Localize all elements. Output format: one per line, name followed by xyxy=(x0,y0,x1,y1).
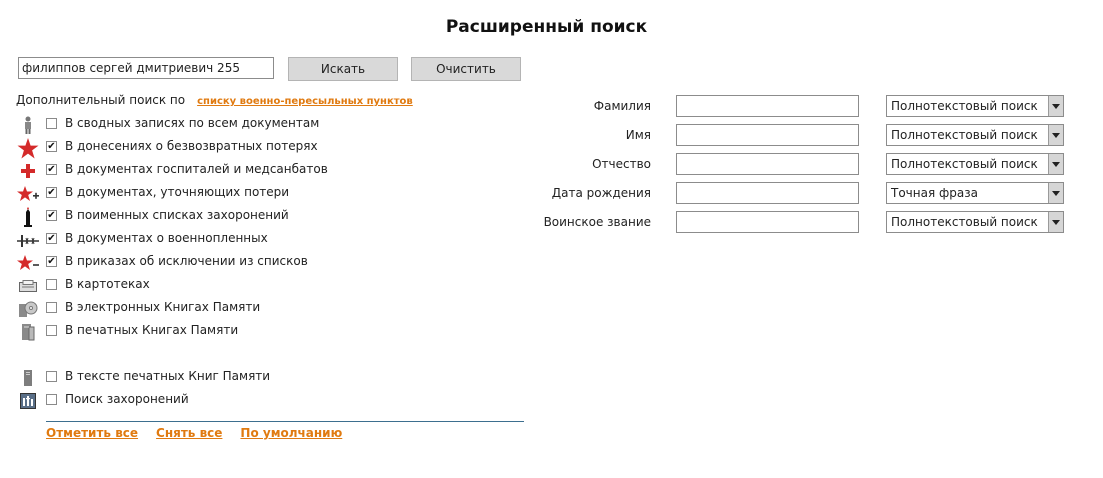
patronymic-label: Отчество xyxy=(592,157,651,171)
page-title: Расширенный поиск xyxy=(445,17,648,37)
birth-date-mode-value: Точная фраза xyxy=(891,186,978,200)
option-label: В сводных записях по всем документам xyxy=(65,116,320,130)
chevron-down-icon xyxy=(1048,212,1063,232)
option-label: В документах, уточняющих потери xyxy=(65,185,290,199)
option-checkbox[interactable] xyxy=(46,371,57,382)
birth-date-mode-select[interactable] xyxy=(886,182,1064,204)
chevron-down-icon xyxy=(1048,96,1063,116)
option-label: В приказах об исключении из списков xyxy=(65,254,308,268)
patronymic-input[interactable] xyxy=(676,153,859,175)
option-label: В документах о военнопленных xyxy=(65,231,268,245)
patronymic-mode-select[interactable] xyxy=(886,153,1064,175)
option-label: В тексте печатных Книг Памяти xyxy=(65,369,271,383)
barbed-wire-icon xyxy=(16,230,40,250)
option-label: В картотеках xyxy=(65,277,150,291)
first-name-input[interactable] xyxy=(676,124,859,146)
option-checkbox[interactable] xyxy=(46,325,57,336)
first-name-label: Имя xyxy=(625,128,651,142)
patronymic-mode-value: Полнотекстовый поиск xyxy=(891,157,1038,171)
obelisk-icon xyxy=(16,207,40,227)
rank-mode-select[interactable] xyxy=(886,211,1064,233)
divider xyxy=(46,421,524,422)
rank-input[interactable] xyxy=(676,211,859,233)
option-checkbox[interactable]: ✔ xyxy=(47,140,56,152)
default-link[interactable]: По умолчанию xyxy=(240,426,343,440)
option-checkbox[interactable]: ✔ xyxy=(47,163,56,175)
option-checkbox[interactable] xyxy=(46,394,57,405)
option-label: Поиск захоронений xyxy=(65,392,189,406)
chevron-down-icon xyxy=(1048,183,1063,203)
option-checkbox[interactable]: ✔ xyxy=(47,232,56,244)
option-label: В печатных Книгах Памяти xyxy=(65,323,239,337)
surname-label: Фамилия xyxy=(593,99,651,113)
surname-mode-select[interactable] xyxy=(886,95,1064,117)
extra-search-label: Дополнительный поиск по xyxy=(16,93,186,107)
rank-mode-value: Полнотекстовый поиск xyxy=(891,215,1038,229)
chevron-down-icon xyxy=(1048,154,1063,174)
star-plus-icon xyxy=(16,184,40,204)
printed-book-icon xyxy=(16,322,40,342)
search-button[interactable]: Искать xyxy=(288,57,398,81)
first-name-mode-value: Полнотекстовый поиск xyxy=(891,128,1038,142)
extra-search xyxy=(16,93,413,107)
graves-icon xyxy=(16,391,40,411)
option-checkbox[interactable] xyxy=(46,302,57,313)
book-text-icon xyxy=(16,368,40,388)
red-star-icon xyxy=(16,138,40,158)
chevron-down-icon xyxy=(1048,125,1063,145)
selection-actions xyxy=(46,426,360,440)
option-checkbox[interactable]: ✔ xyxy=(47,255,56,267)
uncheck-all-link[interactable]: Снять все xyxy=(156,426,223,440)
option-label: В донесениях о безвозвратных потерях xyxy=(65,139,318,153)
option-checkbox[interactable]: ✔ xyxy=(47,209,56,221)
card-index-icon xyxy=(16,276,40,296)
star-minus-icon xyxy=(16,253,40,273)
search-input[interactable] xyxy=(18,57,274,79)
option-label: В поименных списках захоронений xyxy=(65,208,289,222)
rank-label: Воинское звание xyxy=(543,215,651,229)
check-all-link[interactable]: Отметить все xyxy=(46,426,139,440)
birth-date-label: Дата рождения xyxy=(551,186,651,200)
clear-button[interactable]: Очистить xyxy=(411,57,521,81)
option-checkbox[interactable]: ✔ xyxy=(47,186,56,198)
birth-date-input[interactable] xyxy=(676,182,859,204)
red-cross-icon xyxy=(16,161,40,181)
option-checkbox[interactable] xyxy=(46,118,57,129)
first-name-mode-select[interactable] xyxy=(886,124,1064,146)
option-label: В документах госпиталей и медсанбатов xyxy=(65,162,328,176)
disc-book-icon xyxy=(16,299,40,319)
surname-mode-value: Полнотекстовый поиск xyxy=(891,99,1038,113)
surname-input[interactable] xyxy=(676,95,859,117)
option-checkbox[interactable] xyxy=(46,279,57,290)
transit-points-link[interactable]: списку военно-пересыльных пунктов xyxy=(197,96,413,107)
option-label: В электронных Книгах Памяти xyxy=(65,300,261,314)
soldier-icon xyxy=(16,115,40,135)
